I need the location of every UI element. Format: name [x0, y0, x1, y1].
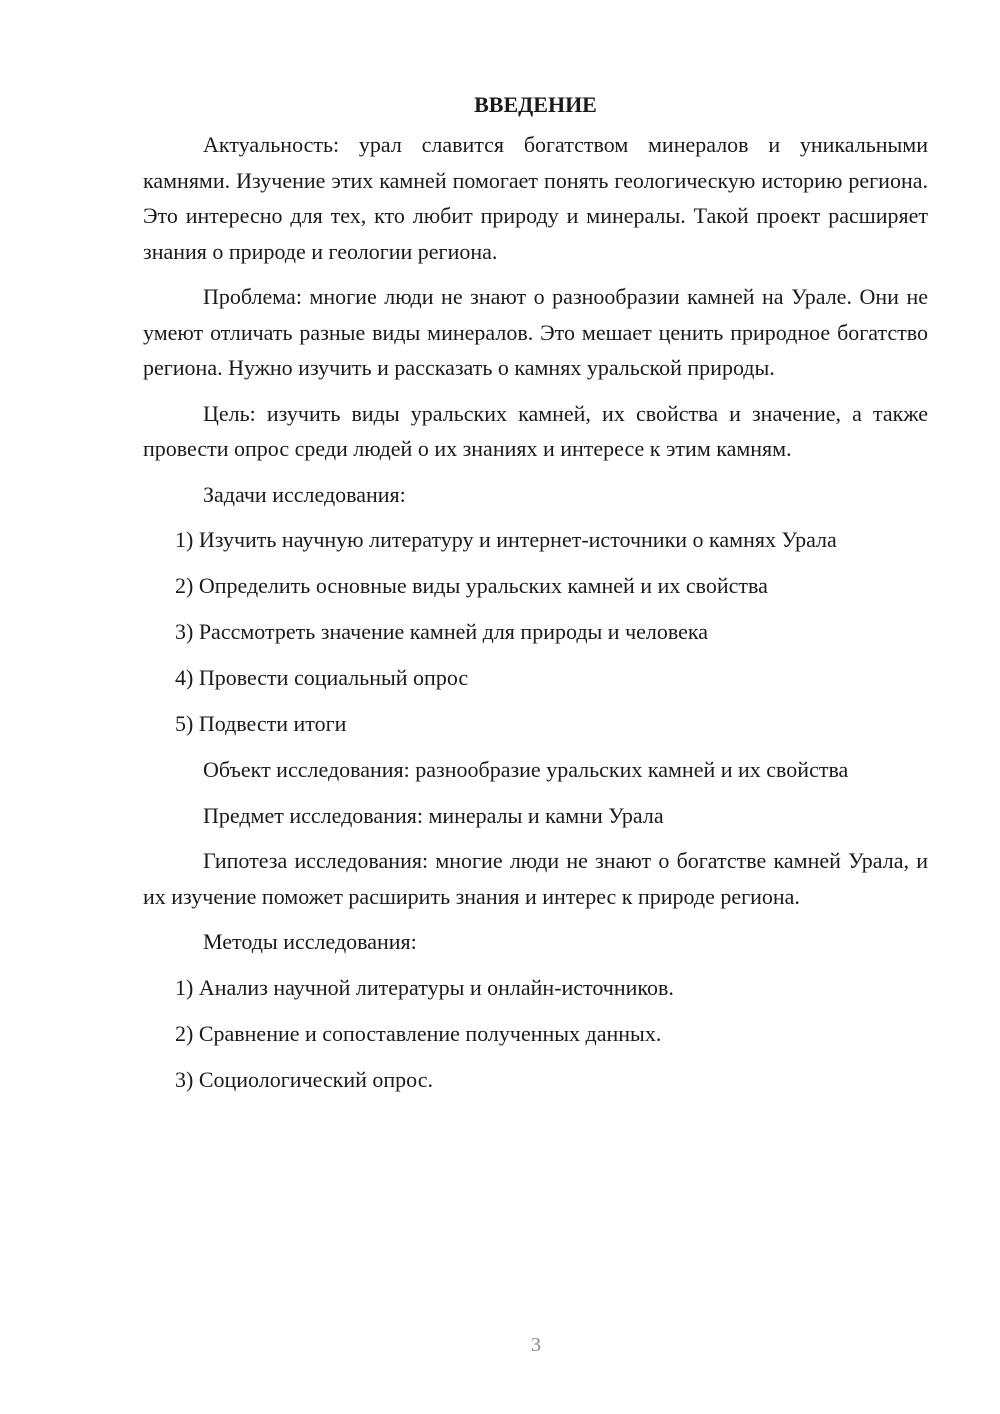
problem-paragraph: Проблема: многие люди не знают о разнообразии камней на Урале. Они не умеют отличать разные виды минералов. Это мешает ценить природное богатство региона. Нужно изучить и рассказать о камнях уральской природы.	[143, 284, 928, 380]
task-item: 5) Подвести итоги	[175, 711, 347, 736]
object-paragraph: Объект исследования: разнообразие уральских камней и их свойства	[203, 757, 849, 782]
goal-paragraph: Цель: изучить виды уральских камней, их свойства и значение, а также провести опрос среди людей о их знаниях и интересе к этим камням.	[143, 400, 928, 461]
section-title: ВВЕДЕНИЕ	[474, 92, 597, 117]
methods-heading: Методы исследования:	[203, 929, 417, 954]
hypothesis-paragraph: Гипотеза исследования: многие люди не знают о богатстве камней Урала, и их изучение поможет расширить знания и интерес к природе региона.	[143, 848, 928, 909]
tasks-list	[143, 522, 928, 742]
page-number: 3	[531, 1334, 541, 1356]
subject-paragraph: Предмет исследования: минералы и камни Урала	[203, 802, 664, 828]
method-item: 1) Анализ научной литературы и онлайн-источников.	[175, 974, 674, 1000]
task-item: 2) Определить основные виды уральских камней и их свойства	[175, 573, 768, 598]
method-item: 2) Сравнение и сопоставление полученных данных.	[175, 1020, 662, 1046]
task-item: 1) Изучить научную литературу и интернет-источники о камнях Урала	[175, 527, 837, 552]
method-item: 3) Социологический опрос.	[175, 1066, 433, 1092]
task-item: 3) Рассмотреть значение камней для природы и человека	[175, 619, 709, 644]
tasks-heading: Задачи исследования:	[203, 481, 406, 507]
relevance-paragraph: Актуальность: урал славится богатством минералов и уникальными камнями. Изучение этих камней помогает понять геологическую историю региона. Это интересно для тех, кто любит природу и минералы. Такой проект расширяет знания о природе и геологии региона.	[143, 132, 928, 264]
document-page	[143, 90, 928, 1108]
methods-list	[143, 970, 928, 1098]
task-item: 4) Провести социальный опрос	[175, 665, 469, 690]
